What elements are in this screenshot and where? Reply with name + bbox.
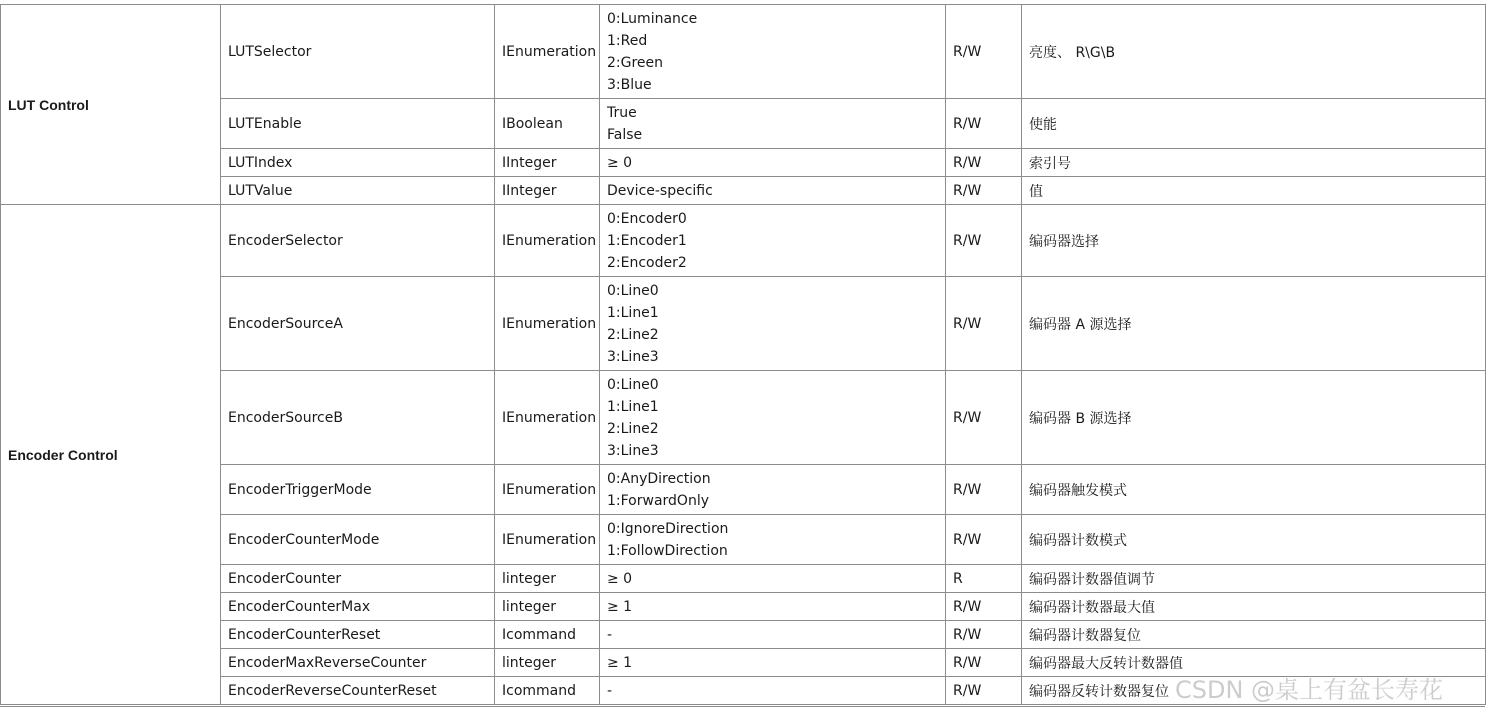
type-cell: Icommand bbox=[495, 621, 600, 649]
access-cell: R bbox=[946, 565, 1022, 593]
description-cell: 编码器 B 源选择 bbox=[1022, 371, 1486, 465]
feature-name-cell: LUTIndex bbox=[221, 149, 495, 177]
type-cell: IInteger bbox=[495, 177, 600, 205]
values-cell bbox=[600, 565, 946, 593]
feature-name-cell: EncoderSourceB bbox=[221, 371, 495, 465]
value-option: 0:Line0 bbox=[607, 282, 659, 299]
value-option: 1:FollowDirection bbox=[607, 542, 728, 559]
value-option: ≥ 0 bbox=[607, 154, 633, 171]
values-cell bbox=[600, 621, 946, 649]
parameter-table bbox=[0, 4, 1486, 705]
value-option: 0:AnyDirection bbox=[607, 470, 711, 487]
table-row bbox=[1, 149, 1486, 177]
type-cell: IEnumeration bbox=[495, 371, 600, 465]
value-option: 1:ForwardOnly bbox=[607, 492, 709, 509]
value-option: 1:Line1 bbox=[607, 304, 659, 321]
table-row bbox=[1, 565, 1486, 593]
description-cell: 索引号 bbox=[1022, 149, 1486, 177]
table-row bbox=[1, 177, 1486, 205]
access-cell: R/W bbox=[946, 465, 1022, 515]
type-cell: IInteger bbox=[495, 149, 600, 177]
description-cell: 编码器计数器复位 bbox=[1022, 621, 1486, 649]
type-cell: IEnumeration bbox=[495, 277, 600, 371]
feature-name-cell: EncoderCounter bbox=[221, 565, 495, 593]
group-name-cell: LUT Control bbox=[1, 5, 221, 205]
value-option: ≥ 0 bbox=[607, 570, 633, 587]
description-cell: 编码器选择 bbox=[1022, 205, 1486, 277]
value-option: 1:Encoder1 bbox=[607, 232, 687, 249]
value-option: 3:Line3 bbox=[607, 348, 659, 365]
description-cell: 编码器计数器值调节 bbox=[1022, 565, 1486, 593]
type-cell: linteger bbox=[495, 649, 600, 677]
access-cell: R/W bbox=[946, 677, 1022, 705]
group-name-cell: Encoder Control bbox=[1, 205, 221, 705]
access-cell: R/W bbox=[946, 205, 1022, 277]
type-cell: IEnumeration bbox=[495, 515, 600, 565]
feature-name-cell: LUTEnable bbox=[221, 99, 495, 149]
value-option: 2:Line2 bbox=[607, 326, 659, 343]
values-cell bbox=[600, 593, 946, 621]
value-option: False bbox=[607, 126, 643, 143]
value-option: 0:IgnoreDirection bbox=[607, 520, 729, 537]
type-cell: IBoolean bbox=[495, 99, 600, 149]
access-cell: R/W bbox=[946, 649, 1022, 677]
feature-name-cell: LUTSelector bbox=[221, 5, 495, 99]
value-option: 0:Line0 bbox=[607, 376, 659, 393]
description-cell: 编码器最大反转计数器值 bbox=[1022, 649, 1486, 677]
value-option: 2:Encoder2 bbox=[607, 254, 687, 271]
values-cell bbox=[600, 205, 946, 277]
value-option: 3:Blue bbox=[607, 76, 652, 93]
value-option: 1:Line1 bbox=[607, 398, 659, 415]
feature-name-cell: EncoderCounterReset bbox=[221, 621, 495, 649]
values-cell bbox=[600, 277, 946, 371]
feature-name-cell: EncoderTriggerMode bbox=[221, 465, 495, 515]
access-cell: R/W bbox=[946, 593, 1022, 621]
table-row bbox=[1, 593, 1486, 621]
description-cell: 使能 bbox=[1022, 99, 1486, 149]
table-row bbox=[1, 465, 1486, 515]
value-option: ≥ 1 bbox=[607, 598, 633, 615]
values-cell bbox=[600, 371, 946, 465]
value-option: 1:Red bbox=[607, 32, 648, 49]
feature-name-cell: EncoderCounterMode bbox=[221, 515, 495, 565]
value-option: 2:Line2 bbox=[607, 420, 659, 437]
value-option: 0:Luminance bbox=[607, 10, 698, 27]
value-option: 3:Line3 bbox=[607, 442, 659, 459]
access-cell: R/W bbox=[946, 5, 1022, 99]
description-cell: 编码器计数模式 bbox=[1022, 515, 1486, 565]
values-cell bbox=[600, 99, 946, 149]
feature-name-cell: EncoderCounterMax bbox=[221, 593, 495, 621]
values-cell bbox=[600, 149, 946, 177]
type-cell: Icommand bbox=[495, 677, 600, 705]
values-cell bbox=[600, 649, 946, 677]
access-cell: R/W bbox=[946, 149, 1022, 177]
next-row-border bbox=[0, 706, 1485, 710]
feature-name-cell: EncoderMaxReverseCounter bbox=[221, 649, 495, 677]
description-cell: 编码器 A 源选择 bbox=[1022, 277, 1486, 371]
type-cell: linteger bbox=[495, 565, 600, 593]
access-cell: R/W bbox=[946, 371, 1022, 465]
table-row bbox=[1, 5, 1486, 99]
value-option: ≥ 1 bbox=[607, 654, 633, 671]
type-cell: linteger bbox=[495, 593, 600, 621]
feature-name-cell: EncoderReverseCounterReset bbox=[221, 677, 495, 705]
table-row bbox=[1, 99, 1486, 149]
access-cell: R/W bbox=[946, 99, 1022, 149]
value-option: - bbox=[607, 626, 613, 643]
value-option: True bbox=[607, 104, 637, 121]
feature-name-cell: LUTValue bbox=[221, 177, 495, 205]
table-body bbox=[1, 5, 1486, 705]
description-cell: 值 bbox=[1022, 177, 1486, 205]
description-cell: 亮度、 R\G\B bbox=[1022, 5, 1486, 99]
access-cell: R/W bbox=[946, 515, 1022, 565]
access-cell: R/W bbox=[946, 621, 1022, 649]
feature-name-cell: EncoderSourceA bbox=[221, 277, 495, 371]
value-option: 0:Encoder0 bbox=[607, 210, 687, 227]
table-row bbox=[1, 371, 1486, 465]
access-cell: R/W bbox=[946, 277, 1022, 371]
description-cell: 编码器触发模式 bbox=[1022, 465, 1486, 515]
values-cell bbox=[600, 515, 946, 565]
value-option: Device-specific bbox=[607, 182, 713, 199]
table-row bbox=[1, 205, 1486, 277]
description-cell: 编码器计数器最大值 bbox=[1022, 593, 1486, 621]
values-cell bbox=[600, 465, 946, 515]
values-cell bbox=[600, 177, 946, 205]
csdn-watermark: CSDN @桌上有盆长寿花 bbox=[1175, 676, 1444, 704]
feature-name-cell: EncoderSelector bbox=[221, 205, 495, 277]
table-row bbox=[1, 621, 1486, 649]
description-cell: 编码器反转计数器复位 bbox=[1022, 677, 1486, 705]
table-row bbox=[1, 649, 1486, 677]
table-row bbox=[1, 677, 1486, 705]
value-option: - bbox=[607, 682, 613, 699]
value-option: 2:Green bbox=[607, 54, 664, 71]
type-cell: IEnumeration bbox=[495, 205, 600, 277]
type-cell: IEnumeration bbox=[495, 465, 600, 515]
values-cell bbox=[600, 677, 946, 705]
type-cell: IEnumeration bbox=[495, 5, 600, 99]
table-row bbox=[1, 515, 1486, 565]
table-row bbox=[1, 277, 1486, 371]
access-cell: R/W bbox=[946, 177, 1022, 205]
values-cell bbox=[600, 5, 946, 99]
